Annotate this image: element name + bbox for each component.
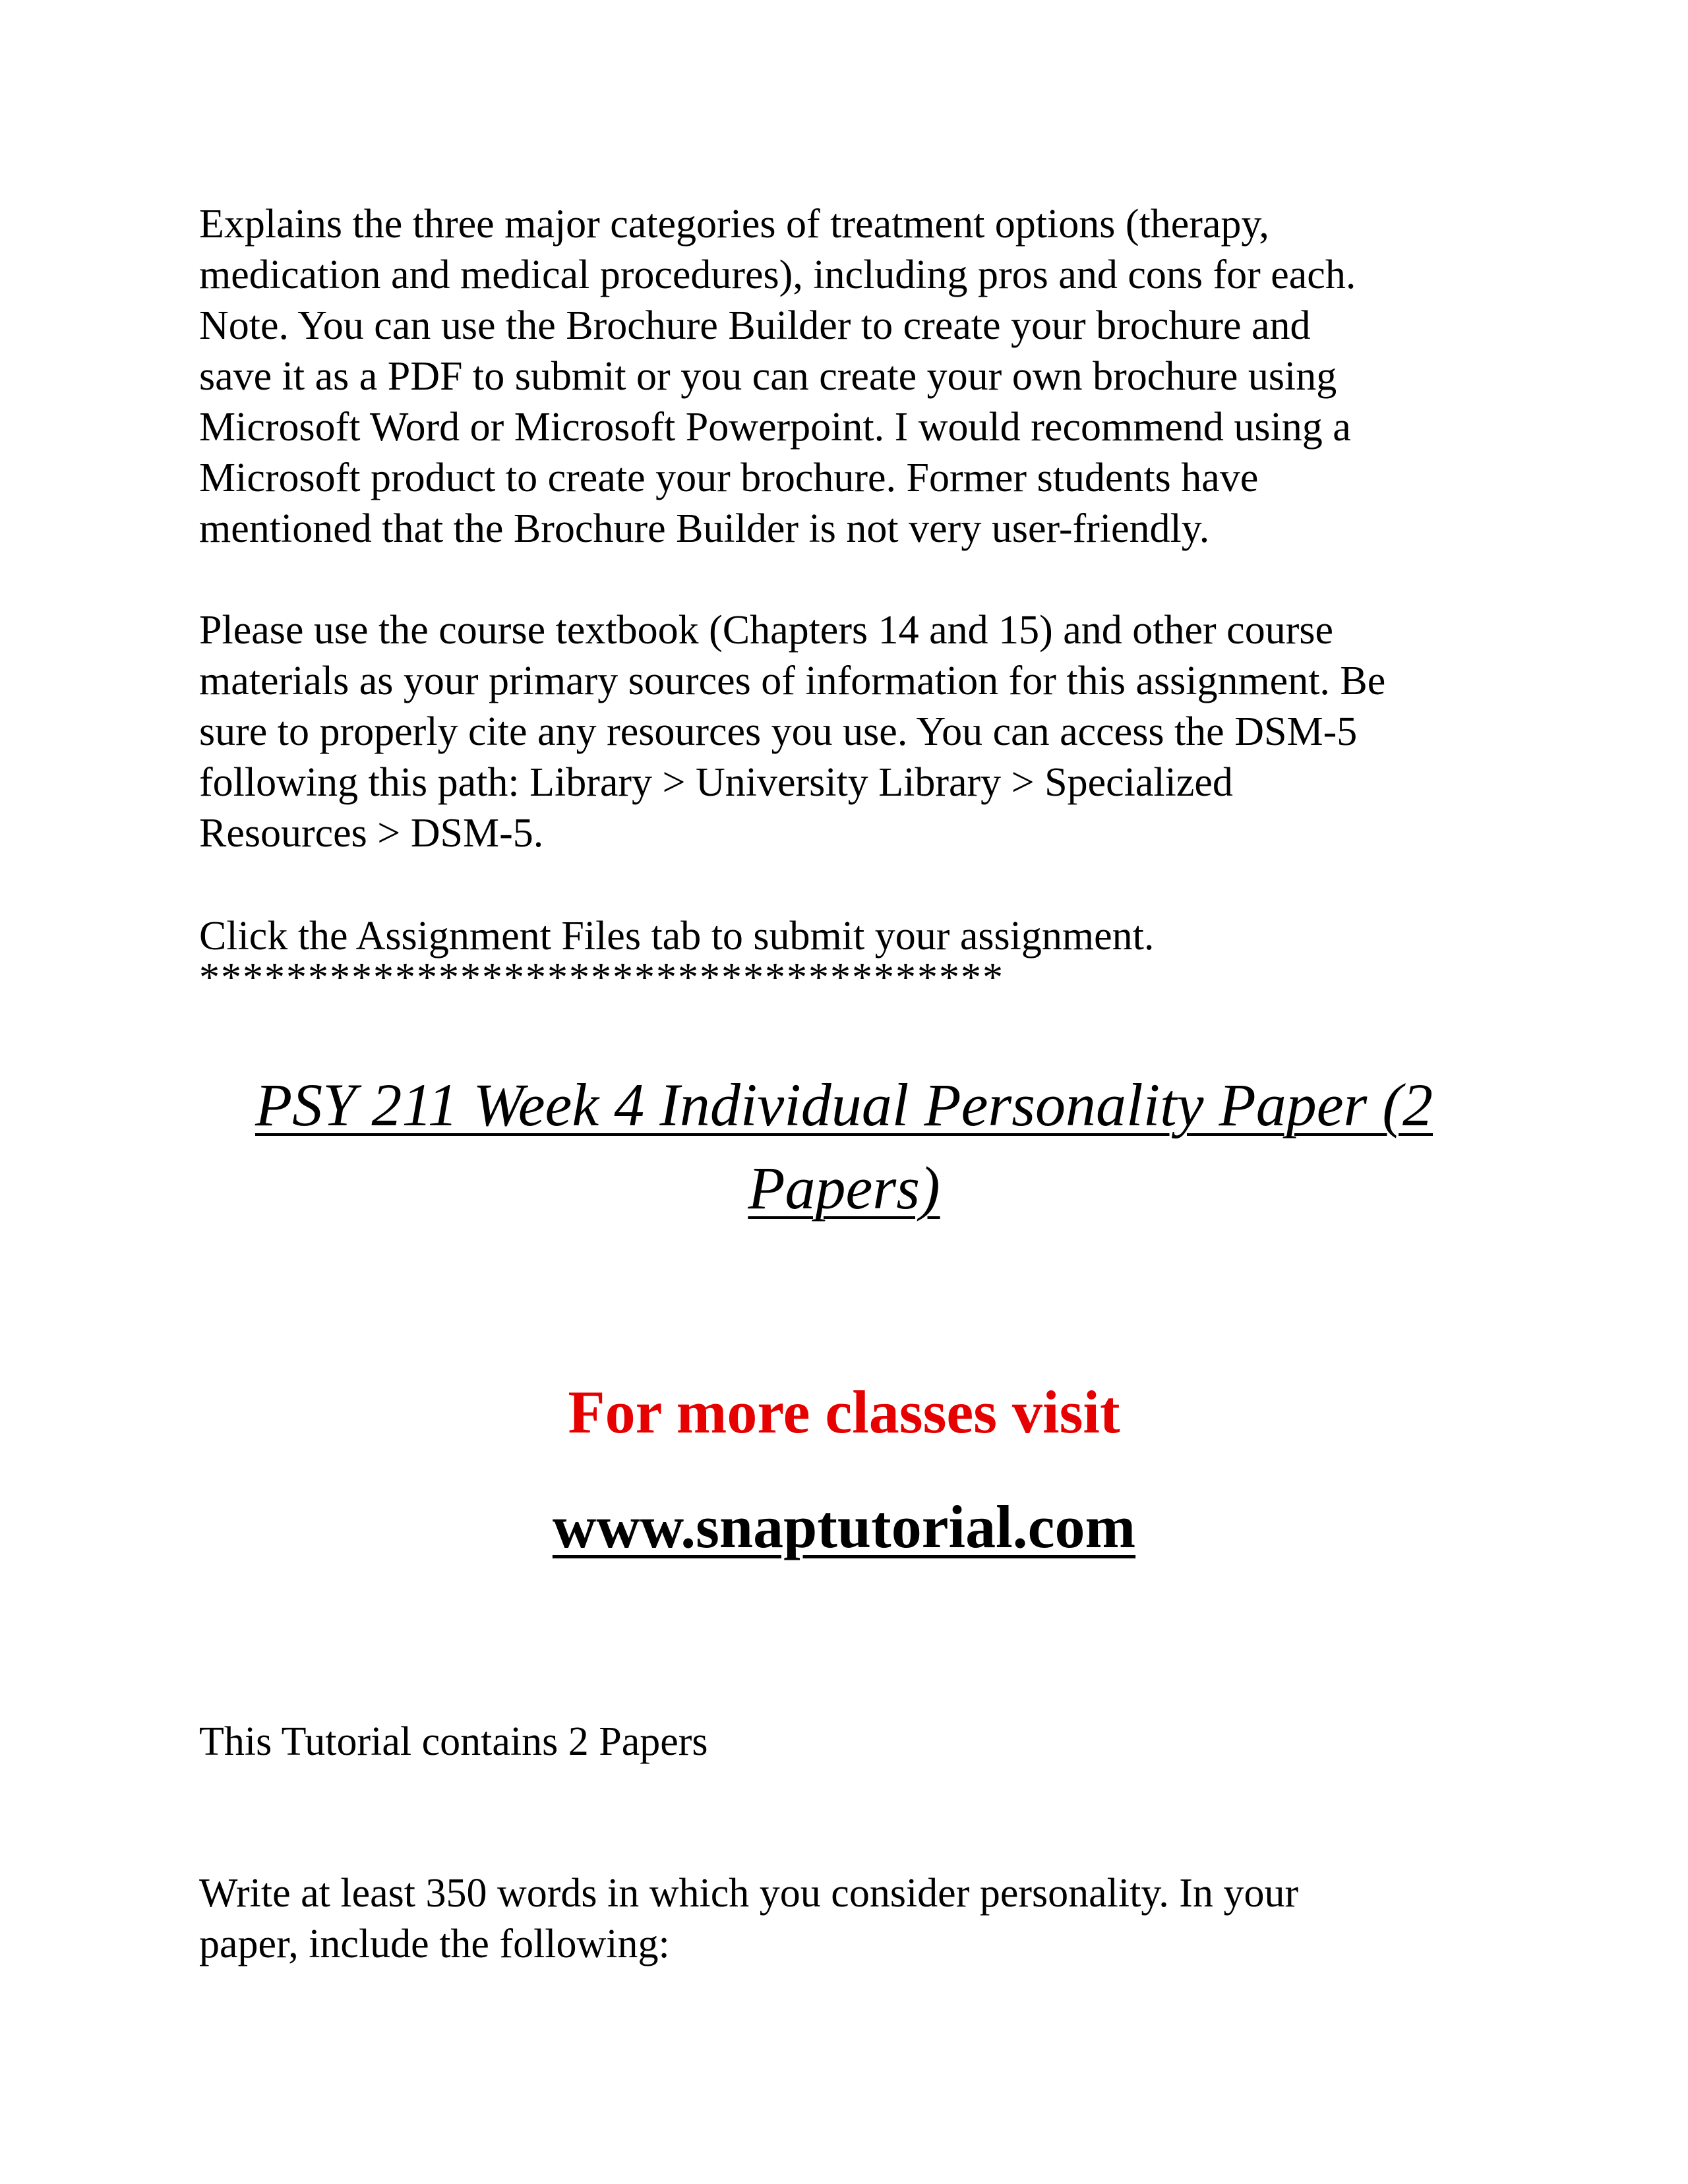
text-line: This Tutorial contains 2 Papers [199,1719,708,1764]
text-line: Please use the course textbook (Chapters 14 and 15) and other course [199,608,1333,653]
text-line: Click the Assignment Files tab to submit your assignment. [199,914,1155,959]
text-line: Resources > DSM-5. [199,811,544,856]
tutorial-contents-paragraph [199,1717,1518,1767]
text-line: medication and medical procedures), including pros and cons for each. [199,252,1356,297]
text-line: materials as your primary sources of information for this assignment. Be [199,659,1386,703]
assignment-title-line-1: PSY 211 Week 4 Individual Personality Paper (2 [255,1071,1433,1138]
assignment-requirements-paragraph [199,1868,1518,1970]
website-link[interactable]: www.snaptutorial.com [552,1493,1136,1560]
asterisk-separator: ************************************* [199,955,1004,1000]
treatment-options-paragraph [199,199,1518,554]
assignment-title-line-2: Papers) [748,1154,940,1222]
text-line: paper, include the following: [199,1922,670,1966]
submit-instructions-paragraph [199,911,1518,962]
text-line: Write at least 350 words in which you consider personality. In your [199,1871,1299,1916]
promo-heading: For more classes visit [568,1378,1120,1446]
text-line: Microsoft Word or Microsoft Powerpoint. I would recommend using a [199,405,1351,450]
text-line: save it as a PDF to submit or you can create your own brochure using [199,354,1337,399]
text-line: following this path: Library > University Library > Specialized [199,760,1233,805]
text-line: sure to properly cite any resources you use. You can access the DSM-5 [199,709,1358,754]
text-line: Explains the three major categories of treatment options (therapy, [199,202,1269,247]
sources-paragraph [199,605,1518,859]
text-line: mentioned that the Brochure Builder is not very user-friendly. [199,506,1210,551]
text-line: Microsoft product to create your brochure. Former students have [199,456,1259,500]
text-line: Note. You can use the Brochure Builder to create your brochure and [199,303,1311,348]
